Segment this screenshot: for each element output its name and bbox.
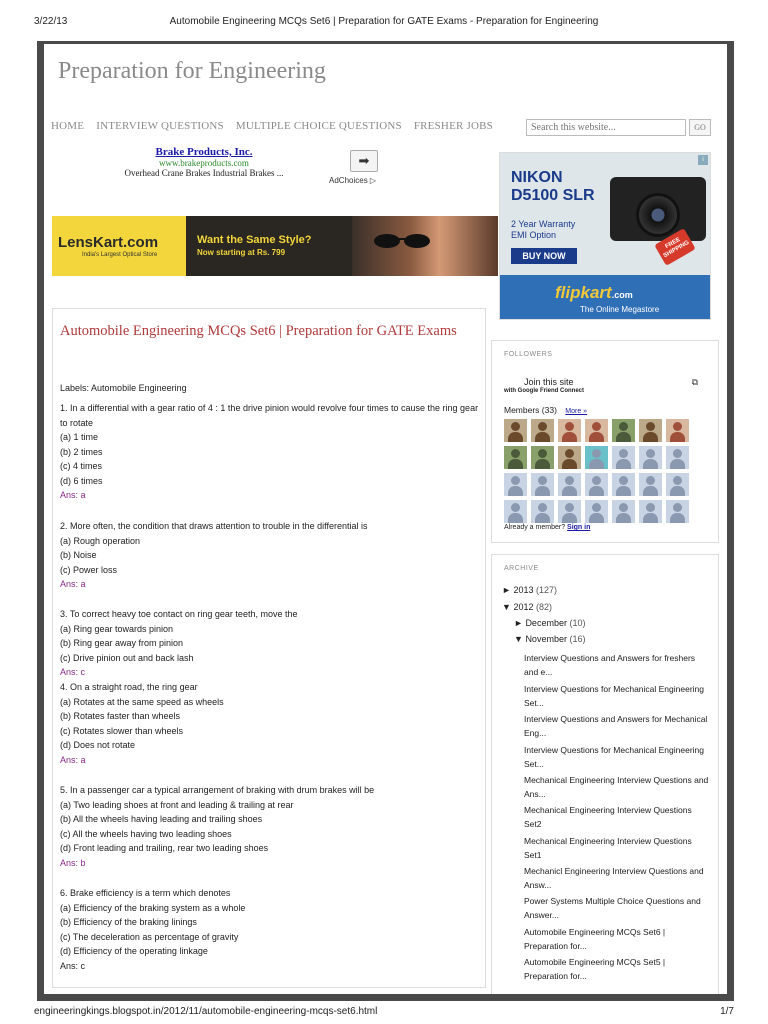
archive-year-2012[interactable] bbox=[502, 602, 552, 612]
question-1 bbox=[60, 401, 480, 503]
option: (c) The deceleration as percentage of gravity bbox=[60, 931, 239, 942]
flipkart-bar bbox=[500, 275, 711, 320]
labels-prefix: Labels: bbox=[60, 383, 90, 393]
archive-year-2013[interactable] bbox=[502, 585, 557, 595]
question-text: 6. Brake efficiency is a term which denotes bbox=[60, 888, 231, 898]
question-text: 2. More often, the condition that draws attention to trouble in the differential is bbox=[60, 521, 368, 531]
archive-month-count: (10) bbox=[569, 618, 586, 628]
more-members-link[interactable]: More » bbox=[565, 408, 588, 415]
triangle-right-icon[interactable]: ► bbox=[514, 618, 523, 628]
avatar[interactable] bbox=[612, 473, 635, 496]
option: (d) Front leading and trailing, rear two leading shoes bbox=[60, 843, 269, 853]
answer: Ans: c bbox=[60, 667, 86, 677]
avatar[interactable] bbox=[531, 419, 554, 442]
question-6 bbox=[60, 886, 480, 973]
archive-month-november[interactable] bbox=[514, 634, 585, 644]
nav-multiple-choice-questions[interactable]: MULTIPLE CHOICE QUESTIONS bbox=[235, 120, 402, 132]
flipkart-logo-text: flipkart bbox=[555, 283, 612, 302]
blog-page bbox=[44, 44, 727, 994]
answer: Ans: c bbox=[60, 960, 86, 971]
followers-widget bbox=[491, 340, 719, 543]
already-member bbox=[504, 524, 590, 531]
members-label: Members (33) bbox=[504, 405, 557, 415]
print-page-number: 1/7 bbox=[720, 1006, 734, 1017]
option: (c) Drive pinion out and back lash bbox=[60, 652, 194, 663]
avatar[interactable] bbox=[639, 500, 662, 523]
option: (c) Rotates slower than wheels bbox=[60, 725, 184, 736]
triangle-down-icon[interactable]: ▼ bbox=[502, 602, 511, 612]
followers-heading: FOLLOWERS bbox=[504, 351, 553, 358]
camera-model: D5100 SLR bbox=[511, 187, 595, 204]
avatar[interactable] bbox=[585, 473, 608, 496]
question-3 bbox=[60, 607, 480, 680]
avatar[interactable] bbox=[504, 500, 527, 523]
archive-post-link[interactable]: Mechanical Engineering Interview Questions and Ans... bbox=[524, 775, 709, 799]
free-shipping-badge: FREE SHIPPING bbox=[654, 228, 695, 266]
camera-lens-icon bbox=[636, 193, 680, 237]
archive-post-link[interactable]: Mechanicl Engineering Interview Questions and Answ... bbox=[524, 866, 704, 890]
archive-month-label[interactable]: December bbox=[525, 618, 567, 628]
option: (b) All the wheels having leading and trailing shoes bbox=[60, 814, 263, 824]
buy-now-button[interactable]: BUY NOW bbox=[511, 248, 577, 264]
archive-post-link[interactable]: Interview Questions and Answers for freshers and e... bbox=[524, 653, 696, 677]
archive-year-count: (127) bbox=[535, 585, 557, 595]
emi-text: EMI Option bbox=[511, 230, 557, 240]
option: (b) Rotates faster than wheels bbox=[60, 711, 181, 721]
triangle-right-icon[interactable]: ► bbox=[502, 585, 511, 595]
top-nav bbox=[51, 120, 493, 132]
archive-post-link[interactable]: Automobile Engineering MCQs Set5 | Preparation for... bbox=[524, 957, 666, 981]
archive-year-label[interactable]: 2013 bbox=[513, 585, 534, 595]
avatar[interactable] bbox=[666, 446, 689, 469]
archive-post-link[interactable]: Power Systems Multiple Choice Questions and Answer... bbox=[524, 896, 701, 920]
option: (d) Efficiency of the operating linkage bbox=[60, 946, 208, 956]
archive-post-link[interactable]: Interview Questions for Mechanical Engineering Set... bbox=[524, 745, 705, 769]
archive-post-link[interactable]: Automobile Engineering MCQs Set6 | Preparation for... bbox=[524, 927, 666, 951]
search-box bbox=[526, 119, 711, 136]
search-go-button[interactable]: GO bbox=[689, 119, 711, 136]
option: (c) 4 times bbox=[60, 461, 103, 471]
avatar[interactable] bbox=[585, 500, 608, 523]
lenskart-tagline: India's Largest Optical Store bbox=[82, 252, 158, 258]
triangle-down-icon[interactable]: ▼ bbox=[514, 634, 523, 644]
option: (a) 1 time bbox=[60, 432, 99, 442]
avatar[interactable] bbox=[666, 473, 689, 496]
post-labels bbox=[60, 383, 187, 393]
avatar[interactable] bbox=[558, 419, 581, 442]
flipkart-logo-suffix: .com bbox=[611, 290, 633, 300]
answer: Ans: b bbox=[60, 857, 86, 868]
member-avatar-grid bbox=[504, 419, 689, 523]
option: (b) Efficiency of the braking linings bbox=[60, 917, 197, 927]
option: (c) All the wheels having two leading shoes bbox=[60, 828, 232, 839]
nav-home[interactable]: HOME bbox=[51, 120, 85, 132]
option: (d) Does not rotate bbox=[60, 740, 136, 750]
flipkart-logo bbox=[555, 283, 633, 303]
avatar[interactable] bbox=[585, 419, 608, 442]
print-title: Automobile Engineering MCQs Set6 | Preparation for GATE Exams - Preparation for Engineering bbox=[169, 16, 599, 27]
ad-arrow-button[interactable] bbox=[350, 150, 378, 172]
option: (a) Efficiency of the braking system as a whole bbox=[60, 902, 246, 913]
avatar[interactable] bbox=[666, 500, 689, 523]
print-url: engineeringkings.blogspot.in/2012/11/automobile-engineering-mcqs-set6.html bbox=[34, 1006, 378, 1017]
adchoices-link[interactable]: AdChoices ▷ bbox=[329, 176, 377, 185]
answer: Ans: a bbox=[60, 579, 86, 589]
flipkart-tagline: The Online Megastore bbox=[580, 305, 660, 314]
archive-month-december[interactable] bbox=[514, 618, 585, 628]
avatar[interactable] bbox=[531, 500, 554, 523]
answer: Ans: a bbox=[60, 490, 86, 500]
camera-ad-details bbox=[511, 219, 575, 241]
avatar[interactable] bbox=[639, 473, 662, 496]
camera-ad-title bbox=[511, 169, 595, 205]
banner-subline: Now starting at Rs. 799 bbox=[197, 248, 286, 257]
question-text: 5. In a passenger car a typical arrangement of braking with drum brakes will be bbox=[60, 785, 375, 795]
question-text: 4. On a straight road, the ring gear bbox=[60, 682, 198, 692]
archive-year-count: (82) bbox=[535, 602, 552, 612]
post-title[interactable]: Automobile Engineering MCQs Set6 | Preparation for GATE Exams bbox=[60, 323, 457, 339]
sign-in-link[interactable]: Sign in bbox=[567, 524, 591, 531]
lenskart-banner-ad[interactable] bbox=[52, 216, 498, 276]
archive-heading: ARCHIVE bbox=[504, 565, 539, 572]
archive-month-label[interactable]: November bbox=[525, 634, 567, 644]
print-header bbox=[34, 16, 734, 32]
search-input[interactable] bbox=[526, 119, 686, 136]
avatar[interactable] bbox=[612, 419, 635, 442]
archive-year-label[interactable]: 2012 bbox=[513, 602, 534, 612]
ad-info-icon[interactable]: i bbox=[698, 155, 708, 165]
members-count bbox=[504, 405, 587, 415]
option: (b) Ring gear away from pinion bbox=[60, 638, 184, 648]
external-window-icon[interactable]: ⧉ bbox=[691, 377, 698, 387]
option: (a) Ring gear towards pinion bbox=[60, 623, 174, 634]
option: (b) Noise bbox=[60, 550, 97, 560]
nav-fresher-jobs[interactable]: FRESHER JOBS bbox=[413, 120, 493, 132]
avatar[interactable] bbox=[531, 473, 554, 496]
avatar[interactable] bbox=[558, 473, 581, 496]
arrow-right-icon: ➡ bbox=[358, 153, 370, 168]
option: (c) Power loss bbox=[60, 564, 118, 575]
text-ad-headline[interactable]: Brake Products, Inc. bbox=[155, 146, 253, 158]
avatar[interactable] bbox=[639, 446, 662, 469]
label-link[interactable]: Automobile Engineering bbox=[91, 383, 187, 393]
option: (d) 6 times bbox=[60, 475, 103, 486]
flipkart-camera-ad[interactable] bbox=[499, 152, 711, 320]
already-member-text: Already a member? bbox=[504, 524, 566, 531]
lenskart-logo: LensKart.com bbox=[58, 234, 159, 251]
avatar[interactable] bbox=[531, 446, 554, 469]
question-text: 1. In a differential with a gear ratio of 4 : 1 the drive pinion would revolve four times to cause the ring gear to rotate bbox=[60, 403, 479, 428]
archive-widget bbox=[491, 554, 719, 994]
avatar[interactable] bbox=[585, 446, 608, 469]
option: (a) Rotates at the same speed as wheels bbox=[60, 696, 224, 707]
answer: Ans: a bbox=[60, 754, 86, 765]
blog-post bbox=[52, 308, 486, 988]
text-ad[interactable] bbox=[104, 146, 304, 178]
option: (a) Rough operation bbox=[60, 535, 141, 546]
blog-title[interactable]: Preparation for Engineering bbox=[58, 58, 326, 84]
avatar[interactable] bbox=[666, 419, 689, 442]
archive-post-link[interactable]: Mechanical Engineering Interview Questions Set1 bbox=[524, 836, 692, 860]
archive-post-link[interactable]: Interview Questions for Mechanical Engineering Set... bbox=[524, 684, 705, 708]
question-5 bbox=[60, 783, 480, 870]
nav-interview-questions[interactable]: INTERVIEW QUESTIONS bbox=[96, 120, 224, 132]
question-text: 3. To correct heavy toe contact on ring gear teeth, move the bbox=[60, 609, 298, 619]
camera-brand: NIKON bbox=[511, 169, 563, 186]
join-site-link[interactable]: Join this site bbox=[524, 377, 574, 387]
archive-post-link[interactable]: Mechanical Engineering Interview Questions Set2 bbox=[524, 805, 692, 829]
banner-headline: Want the Same Style? bbox=[197, 234, 312, 246]
print-date: 3/22/13 bbox=[34, 16, 68, 27]
avatar[interactable] bbox=[639, 419, 662, 442]
avatar[interactable] bbox=[504, 419, 527, 442]
avatar[interactable] bbox=[558, 446, 581, 469]
text-ad-url[interactable]: www.brakeproducts.com bbox=[159, 158, 249, 168]
option: (b) 2 times bbox=[60, 446, 103, 457]
archive-post-link[interactable]: Interview Questions and Answers for Mechanical Eng... bbox=[524, 714, 708, 738]
avatar[interactable] bbox=[612, 446, 635, 469]
warranty-text: 2 Year Warranty bbox=[511, 219, 576, 229]
archive-month-count: (16) bbox=[569, 634, 586, 644]
question-4 bbox=[60, 680, 480, 767]
option: (a) Two leading shoes at front and leading & trailing at rear bbox=[60, 799, 294, 810]
text-ad-description: Overhead Crane Brakes Industrial Brakes ... bbox=[124, 168, 284, 178]
avatar[interactable] bbox=[612, 500, 635, 523]
avatar[interactable] bbox=[558, 500, 581, 523]
question-2 bbox=[60, 519, 480, 592]
google-friend-connect-text: with Google Friend Connect bbox=[504, 388, 584, 394]
sunglasses-icon bbox=[372, 234, 432, 248]
avatar[interactable] bbox=[504, 473, 527, 496]
avatar[interactable] bbox=[504, 446, 527, 469]
